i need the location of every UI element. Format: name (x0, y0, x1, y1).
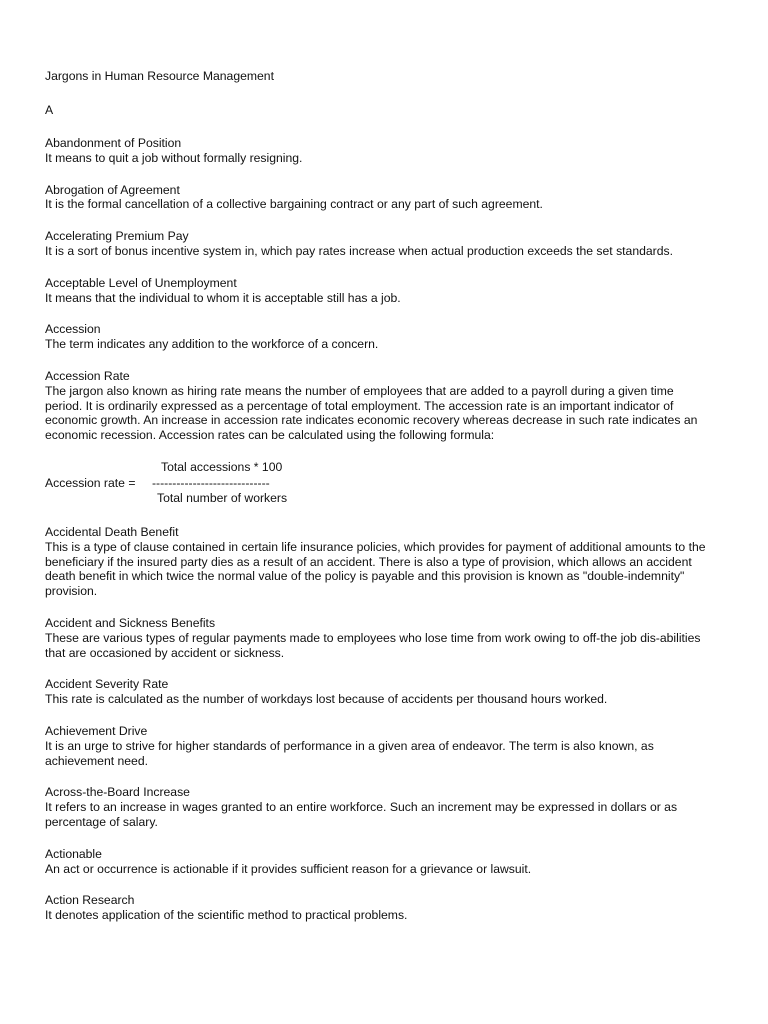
glossary-entry (45, 724, 710, 768)
accession-rate-formula (45, 460, 710, 507)
glossary-term: Accelerating Premium Pay (45, 229, 189, 244)
glossary-definition: It is a sort of bonus incentive system in, which pay rates increase when actual production exceeds the set standards. (45, 243, 673, 258)
glossary-term: Abrogation of Agreement (45, 182, 180, 197)
glossary-entry (45, 229, 710, 259)
glossary-term: Accession Rate (45, 368, 130, 383)
glossary-entry (45, 183, 710, 213)
glossary-entry (45, 369, 710, 443)
glossary-definition: It denotes application of the scientific method to practical problems. (45, 908, 408, 923)
glossary-term: Acceptable Level of Unemployment (45, 275, 237, 290)
document-title: Jargons in Human Resource Management (45, 69, 274, 83)
glossary-definition: These are various types of regular payments made to employees who lose time from work owing to off-the job dis-abilities that are occasioned by accident or sickness. (45, 630, 701, 660)
glossary-term: Actionable (45, 846, 102, 861)
glossary-term: Accident Severity Rate (45, 677, 169, 692)
glossary-term: Accident and Sickness Benefits (45, 615, 216, 630)
glossary-entry (45, 893, 710, 923)
formula-denominator: Total number of workers (157, 490, 288, 505)
glossary-definition: The term indicates any addition to the workforce of a concern. (45, 337, 379, 352)
glossary-term: Abandonment of Position (45, 136, 182, 150)
glossary-term: Accession (45, 322, 101, 337)
glossary-entry (45, 276, 710, 306)
section-letter: A (45, 103, 54, 117)
glossary-term: Accidental Death Benefit (45, 524, 179, 539)
glossary-entry (45, 322, 710, 352)
glossary-definition: It is an urge to strive for higher standards of performance in a given area of endeavor. The term is also known, as achievement need. (45, 738, 654, 768)
glossary-entry (45, 785, 710, 829)
glossary-definition: It means to quit a job without formally resigning. (45, 150, 303, 165)
formula-divider: ----------------------------- (152, 475, 270, 490)
glossary-definition: The jargon also known as hiring rate means the number of employees that are added to a payroll during a given time period. It is ordinarily expressed as a percentage of total employment. The accession rate is an important indicator of economic growth. An increase in accession rate indicates economic recovery whereas decrease in such rate indicates an economic recession. Accession rates can be calculated using the following formula: (45, 383, 698, 443)
glossary-definition: An act or occurrence is actionable if it provides sufficient reason for a grievance or lawsuit. (45, 861, 532, 876)
glossary-term: Action Research (45, 893, 135, 908)
glossary-definition: It is the formal cancellation of a collective bargaining contract or any part of such agreement. (45, 197, 543, 212)
glossary-term: Achievement Drive (45, 723, 148, 738)
glossary-definition: This rate is calculated as the number of workdays lost because of accidents per thousand hours worked. (45, 692, 608, 707)
formula-numerator: Total accessions * 100 (161, 459, 283, 474)
glossary-definition: This is a type of clause contained in certain life insurance policies, which provides for payment of additional amounts to the beneficiary if the insured party dies as a result of an accident. There is also a type of provision, which allows an accident death benefit in which twice the normal value of the policy is payable and this provision is known as "double-indemnity" provision. (45, 539, 706, 599)
document-page (45, 69, 710, 923)
glossary-entry (45, 677, 710, 707)
glossary-entry (45, 136, 710, 166)
formula-label: Accession rate = (45, 475, 136, 490)
glossary-definition: It refers to an increase in wages granted to an entire workforce. Such an increment may be expressed in dollars or as percentage of salary. (45, 800, 678, 829)
glossary-entry (45, 525, 710, 599)
glossary-definition: It means that the individual to whom it is acceptable still has a job. (45, 290, 401, 305)
glossary-entry (45, 616, 710, 660)
glossary-entry (45, 847, 710, 877)
glossary-term: Across-the-Board Increase (45, 785, 190, 800)
